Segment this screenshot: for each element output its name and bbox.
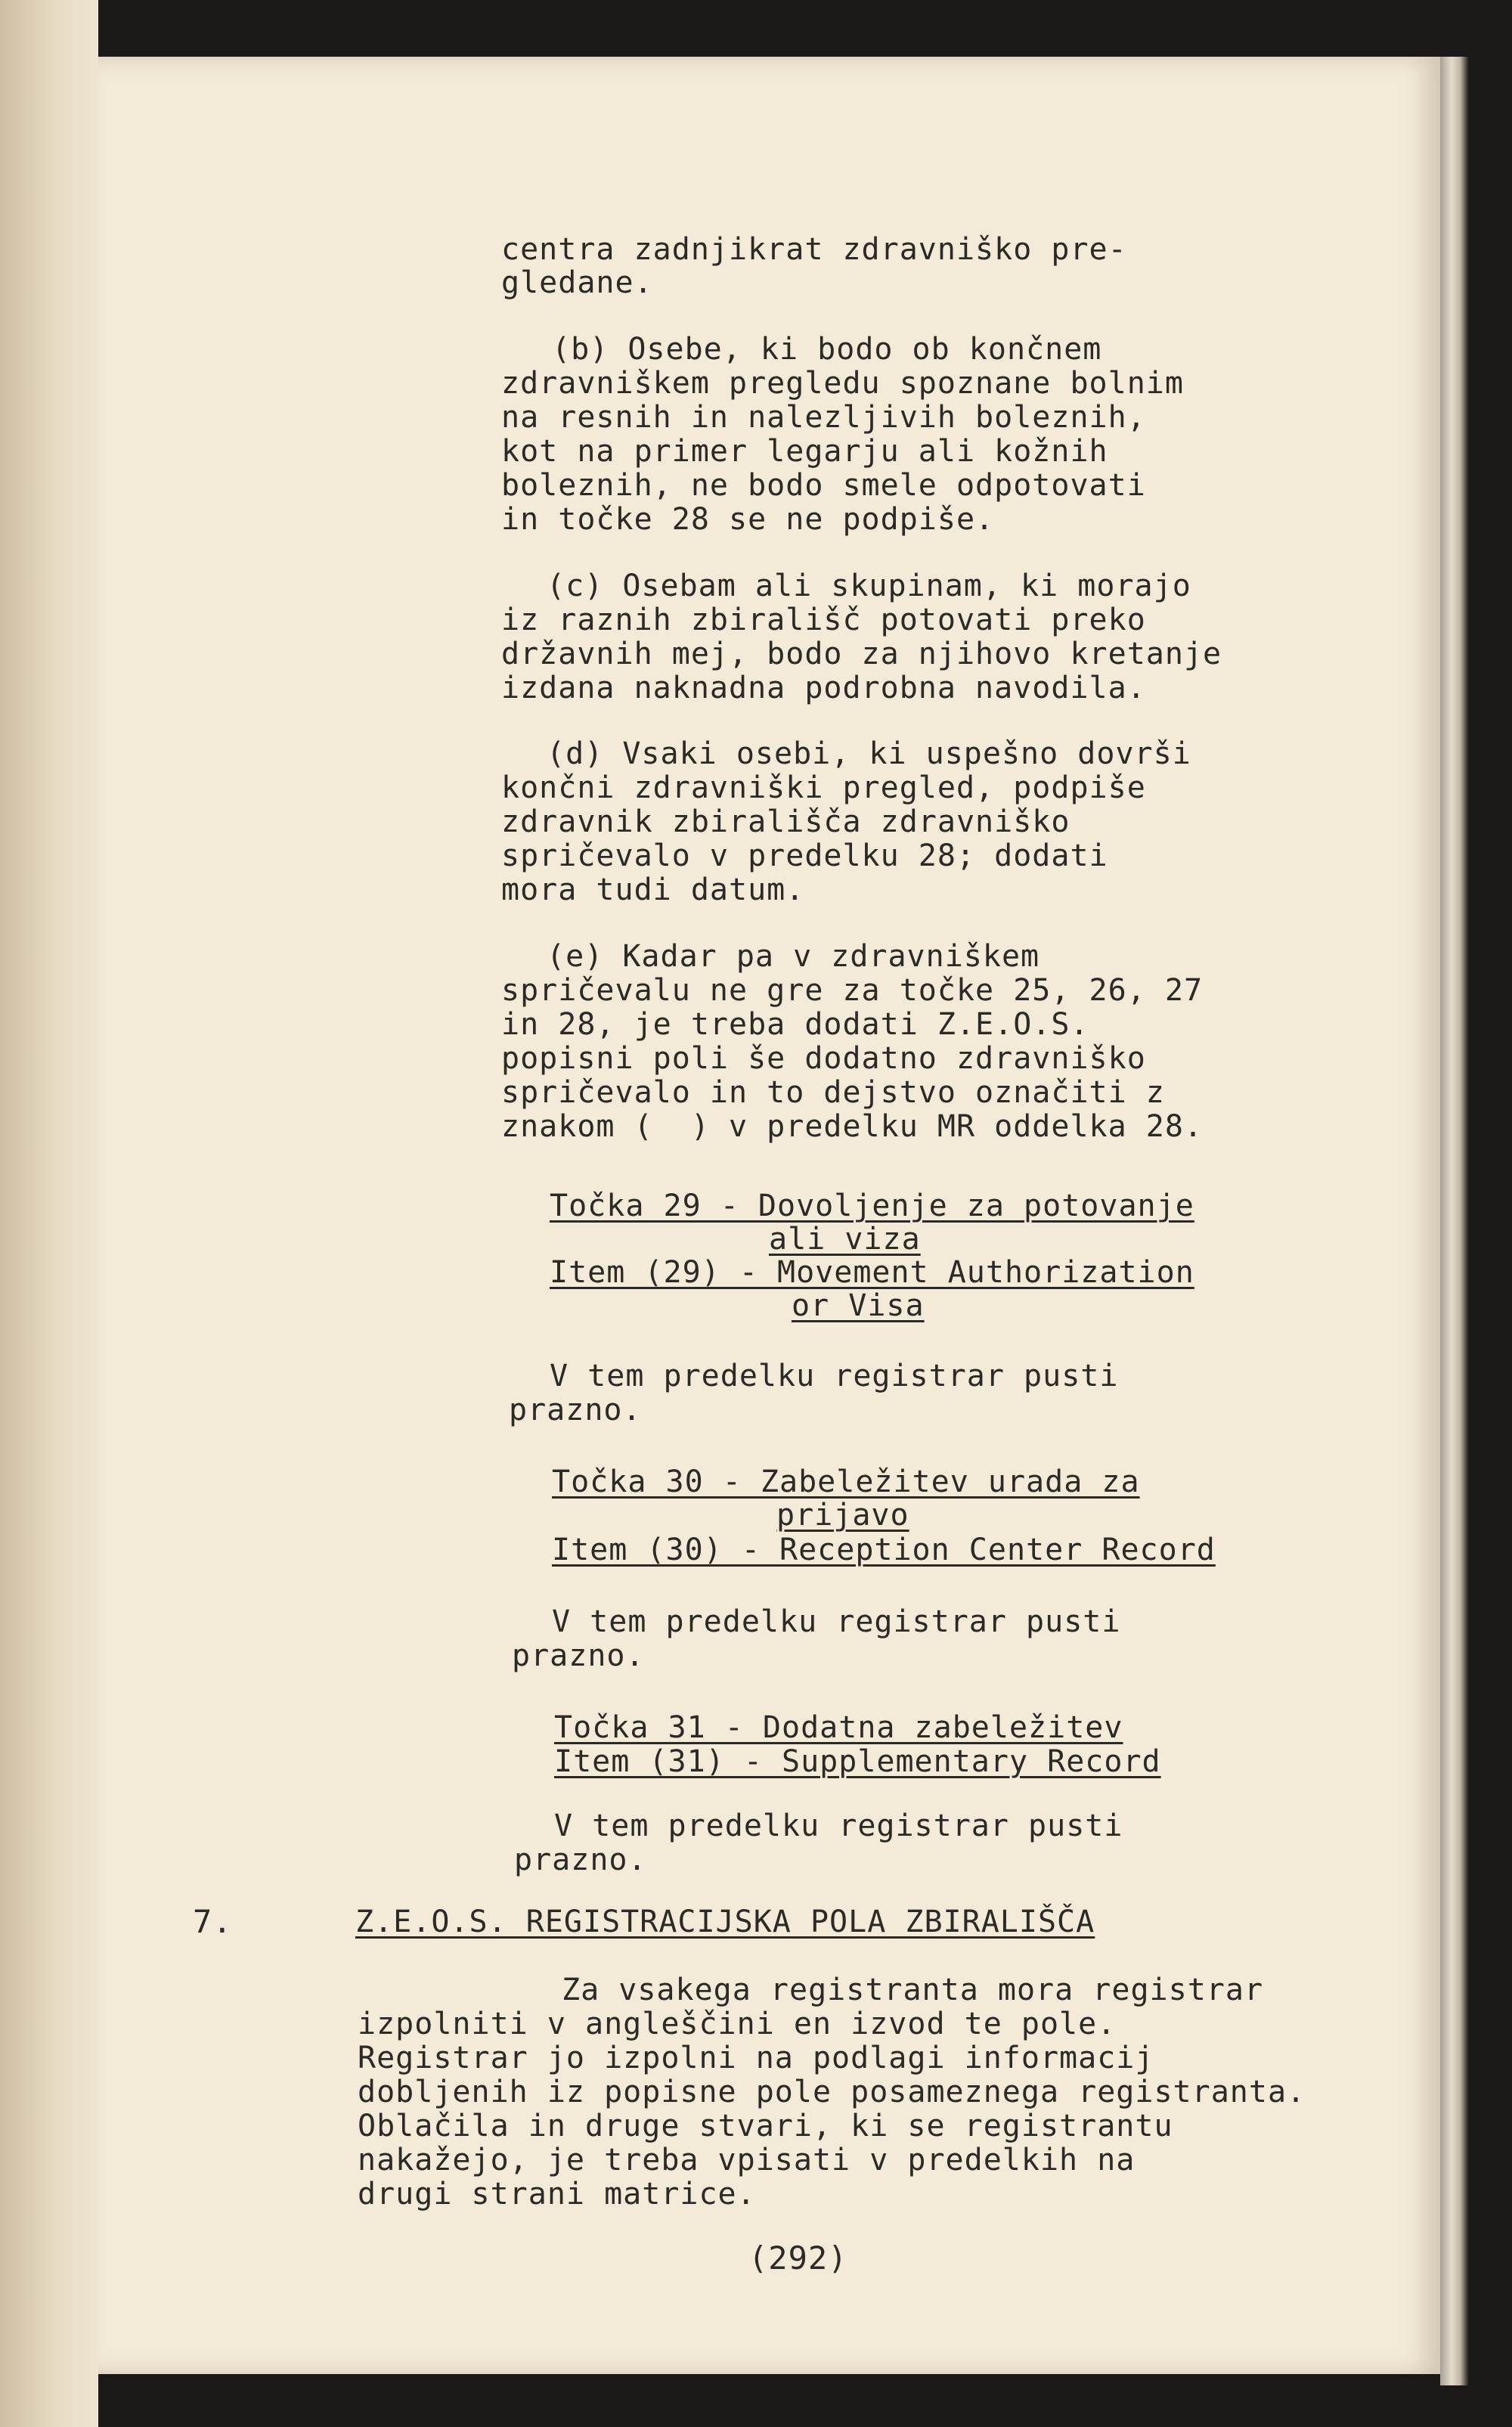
section-heading: Z.E.O.S. REGISTRACIJSKA POLA ZBIRALIŠČA — [355, 1905, 1095, 1939]
item30-text-line: V tem predelku registrar pusti — [552, 1604, 1121, 1639]
paragraph-e-line: (e) Kadar pa v zdravniškem — [547, 939, 1040, 974]
item31-text-line: prazno. — [514, 1843, 647, 1877]
paragraph-b-line: boleznih, ne bodo smele odpotovati — [501, 468, 1146, 503]
paragraph-d-line: (d) Vsaki osebi, ki uspešno dovrši — [547, 736, 1191, 771]
paragraph-b-line: zdravniškem pregledu spoznane bolnim — [501, 366, 1184, 401]
section7-text-line: izpolniti v angleščini en izvod te pole. — [358, 2007, 1117, 2041]
paragraph-c-line: izdana naknadna podrobna navodila. — [501, 671, 1146, 705]
item29-text-line: V tem predelku registrar pusti — [550, 1359, 1119, 1393]
paragraph-e-line: znakom ( ) v predelku MR oddelka 28. — [501, 1109, 1204, 1144]
paragraph-e-line: popisni poli še dodatno zdravniško — [501, 1041, 1146, 1076]
paragraph-e-line: spričevalo in to dejstvo označiti z — [501, 1075, 1165, 1110]
paragraph-d-line: končni zdravniški pregled, podpiše — [501, 770, 1146, 805]
section7-text-line: dobljenih iz popisne pole posameznega registranta. — [358, 2075, 1306, 2109]
section-number: 7. — [193, 1903, 233, 1940]
section7-text-line: Za vsakega registranta mora registrar — [562, 1973, 1264, 2007]
paragraph-b-line: kot na primer legarju ali kožnih — [501, 434, 1108, 469]
paragraph-c-line: iz raznih zbirališč potovati preko — [501, 603, 1146, 637]
item30-text-line: prazno. — [512, 1638, 645, 1673]
item31-heading-slo: Točka 31 - Dodatna zabeležitev — [554, 1710, 1123, 1745]
item30-heading-eng: Item (30) - Reception Center Record — [552, 1533, 1216, 1567]
section7-text-line: Oblačila in druge stvari, ki se registrantu — [358, 2109, 1173, 2143]
continuation-line-2: gledane. — [501, 265, 653, 300]
paragraph-b-line: (b) Osebe, ki bodo ob končnem — [552, 332, 1102, 367]
paragraph-d-line: mora tudi datum. — [501, 873, 805, 907]
document-page — [98, 57, 1440, 2374]
section7-text-line: drugi strani matrice. — [358, 2177, 756, 2212]
paragraph-e-line: spričevalu ne gre za točke 25, 26, 27 — [501, 973, 1204, 1008]
item30-heading-slo: Točka 30 - Zabeležitev urada za — [552, 1465, 1140, 1499]
paragraph-c-line: (c) Osebam ali skupinam, ki morajo — [547, 569, 1191, 603]
item29-heading-slo-cont: ali viza — [769, 1222, 921, 1257]
paragraph-b-line: in točke 28 se ne podpiše. — [501, 502, 995, 537]
item29-heading-slo: Točka 29 - Dovoljenje za potovanje — [550, 1189, 1194, 1223]
page-number: (292) — [748, 2239, 848, 2277]
paragraph-d-line: zdravnik zbirališča zdravniško — [501, 804, 1070, 839]
paragraph-e-line: in 28, je treba dodati Z.E.O.S. — [501, 1007, 1089, 1042]
paragraph-b-line: na resnih in nalezljivih boleznih, — [501, 400, 1146, 435]
paragraph-d-line: spričevalo v predelku 28; dodati — [501, 838, 1108, 873]
item29-heading-eng: Item (29) - Movement Authorization — [550, 1255, 1194, 1290]
paragraph-c-line: državnih mej, bodo za njihovo kretanje — [501, 637, 1222, 671]
item29-text-line: prazno. — [509, 1393, 642, 1427]
section7-text-line: Registrar jo izpolni na podlagi informacij — [358, 2041, 1154, 2075]
item31-heading-eng: Item (31) - Supplementary Record — [554, 1744, 1161, 1779]
item31-text-line: V tem predelku registrar pusti — [554, 1809, 1123, 1843]
item29-heading-eng-cont: or Visa — [792, 1288, 925, 1323]
book-page-edge — [1440, 57, 1469, 2385]
continuation-line-1: centra zadnjikrat zdravniško pre- — [501, 232, 1127, 267]
item30-heading-slo-cont: prijavo — [776, 1498, 909, 1533]
section7-text-line: nakažejo, je treba vpisati v predelkih na — [358, 2143, 1136, 2177]
facing-page-edge — [0, 0, 98, 2427]
